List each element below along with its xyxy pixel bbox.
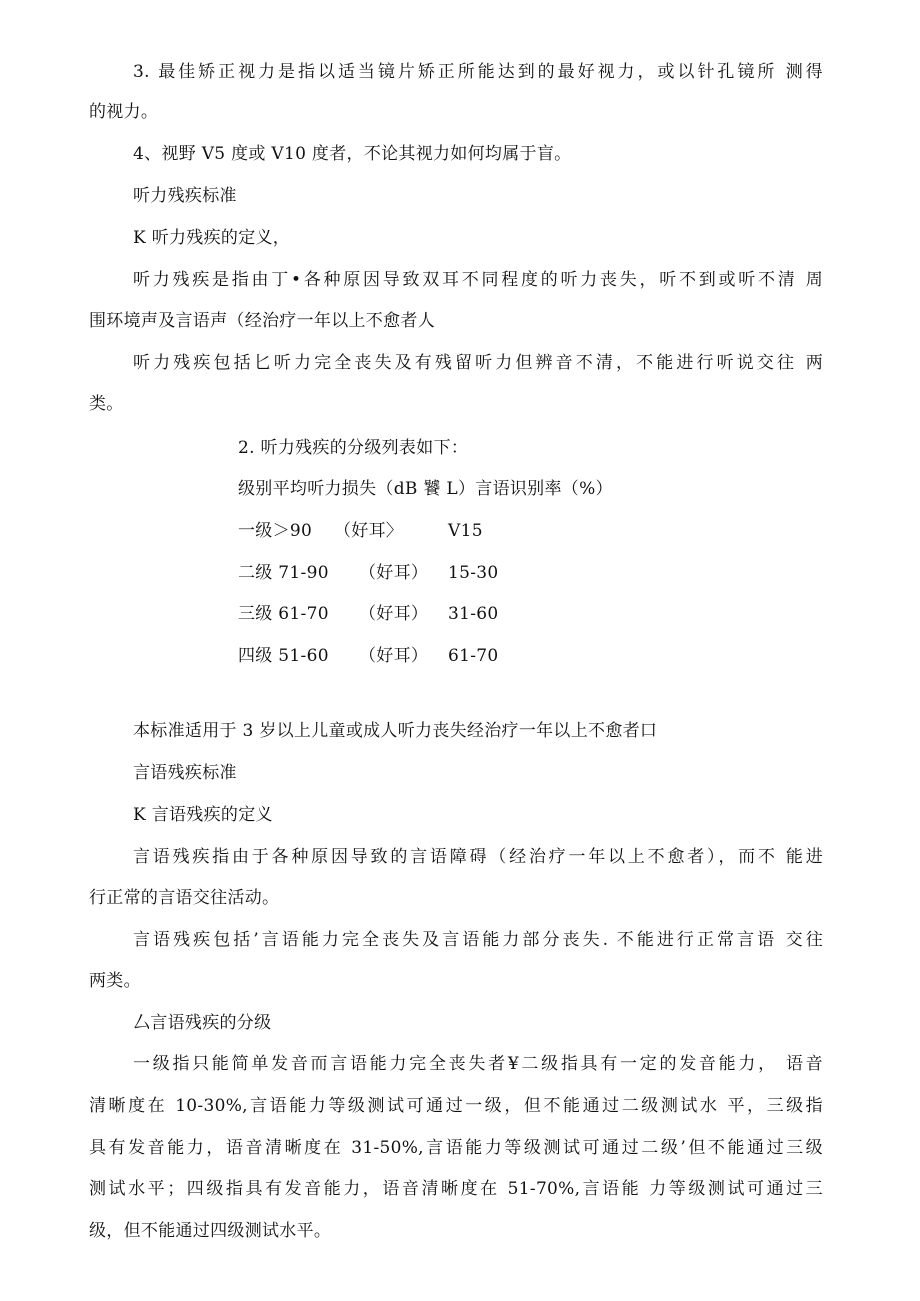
grade-level: 四级 51-60 (238, 646, 329, 666)
speech-grading-line1: 一级指只能简单发音而言语能力完全丧失者¥二级指具有一定的发音能力， 语音 (133, 1054, 823, 1074)
grade-level: 一级＞90 (238, 521, 313, 541)
speech-grading-line5: 级，但不能通过四级测试水平。 (89, 1221, 332, 1241)
grade-ear: （好耳〉 (334, 521, 404, 541)
grade-rate: V15 (448, 521, 483, 541)
speech-grading-line4: 测试水平；四级指具有发音能力，语音清晰度在 51-70%,言语能 力等级测试可通过三 (89, 1179, 823, 1199)
speech-definition-line2: 行正常的言语交往活动。 (89, 888, 280, 908)
speech-heading: 言语残疾标准 (133, 763, 237, 783)
grade-ear: （好耳） (359, 604, 429, 624)
grade-level: 三级 61-70 (238, 604, 329, 624)
speech-definition-title: K 言语残疾的定义 (133, 805, 273, 825)
vision-item3-line2: 的视力。 (89, 102, 159, 122)
hearing-definition-line2: 围环境声及言语声（经治疗一年以上不愈者人 (89, 311, 435, 331)
grade-ear: （好耳） (359, 646, 429, 666)
hearing-scope: 本标准适用于 3 岁以上儿童或成人听力丧失经治疗一年以上不愈者口 (133, 721, 658, 741)
speech-grading-title: 厶言语残疾的分级 (133, 1013, 272, 1033)
grade-level: 二级 71-90 (238, 563, 329, 583)
hearing-definition-line1: 听力残疾是指由丁•各种原因导致双耳不同程度的听力丧失，听不到或听不清 周 (133, 270, 823, 290)
hearing-table-intro: 2. 听力残疾的分级列表如下： (238, 438, 469, 458)
grade-rate: 31-60 (448, 604, 499, 624)
vision-item3-line1: 3. 最佳矫正视力是指以适当镜片矫正所能达到的最好视力，或以针孔镜所 测得 (133, 62, 823, 82)
hearing-table-header: 级别平均听力损失（dB 饕 L）言语识别率（%） (238, 479, 613, 499)
speech-definition-line1: 言语残疾指由于各种原因导致的言语障碍（经治疗一年以上不愈者），而不 能进 (133, 847, 823, 867)
speech-grading-line3: 具有发音能力，语音清晰度在 31-50%,言语能力等级测试可通过二级’但不能通过三级 (89, 1138, 823, 1158)
grade-rate: 61-70 (448, 646, 499, 666)
vision-item4: 4、视野 V5 度或 V10 度者，不论其视力如何均属于盲。 (133, 144, 572, 164)
hearing-types-line2: 类。 (89, 394, 124, 414)
speech-types-line2: 两类。 (89, 971, 141, 991)
hearing-definition-title: K 听力残疾的定义， (133, 228, 291, 248)
hearing-types-line1: 听力残疾包括匕听力完全丧失及有残留听力但辨音不清，不能进行听说交往 两 (133, 353, 823, 373)
speech-grading-line2: 清晰度在 10-30%,言语能力等级测试可通过一级，但不能通过二级测试水 平，三级指 (89, 1096, 823, 1116)
speech-types-line1: 言语残疾包括’言语能力完全丧失及言语能力部分丧失. 不能进行正常言语 交往 (133, 930, 823, 950)
grade-rate: 15-30 (448, 563, 499, 583)
hearing-heading: 听力残疾标准 (133, 186, 237, 206)
grade-ear: （好耳） (359, 563, 429, 583)
